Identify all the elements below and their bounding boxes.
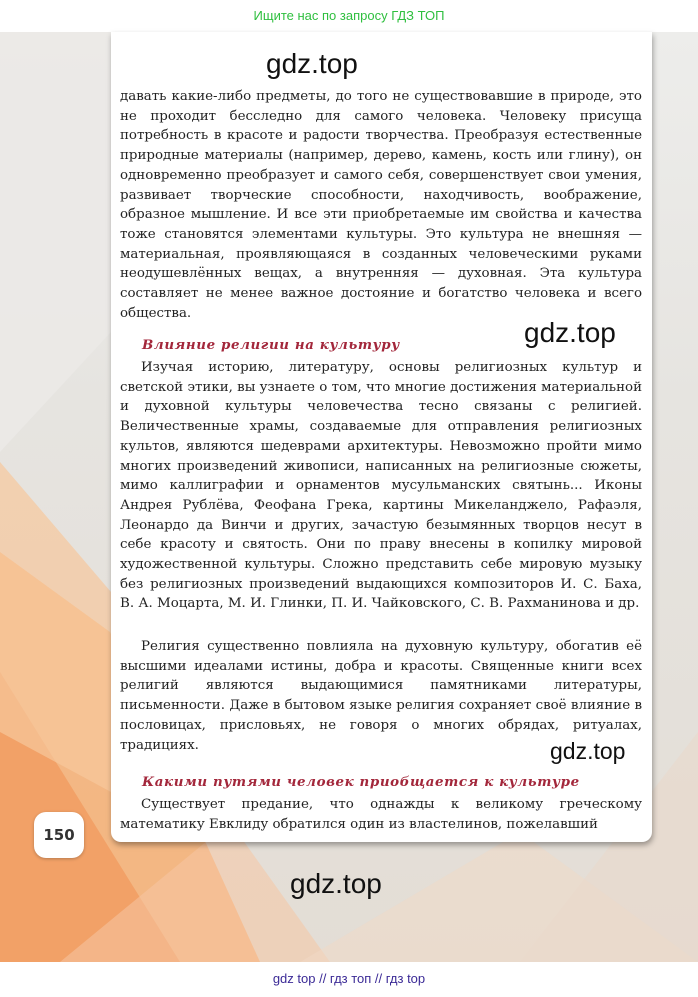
watermark-lower: gdz.top — [550, 738, 626, 764]
section-religion-body — [120, 358, 642, 614]
paragraph-continued — [120, 87, 642, 323]
watermark-bottom: gdz.top — [290, 868, 382, 899]
section-heading-religion: Влияние религии на культуру — [142, 337, 400, 353]
page-number-badge — [34, 812, 84, 858]
top-banner: Ищите нас по запросу ГДЗ ТОП — [0, 0, 698, 32]
paragraph-3: Религия существенно повлияла на духовную культуру, обогатив её высшими идеалами истины, добра и красоты. Священные книги всех религий являются выдающимися памятниками литературы, письменности. Даже в бытовом языке религия сохраняет своё влияние в пословицах, присловьях, не говоря о многих обрядах, ритуалах, традициях. — [120, 639, 642, 753]
watermark-middle: gdz.top — [524, 317, 616, 348]
paragraph-1: давать какие-либо предметы, до того не существовавшие в природе, это не проходит бесследно для самого человека. Человеку присуща потребность в красоте и радости творчества. Преобразуя естественные природные материалы (например, дерево, камень, кость или глину), он одновременно преобразует и самого себя, совершенствует свои умения, развивает творческие способности, находчивость, воображение, образное мышление. И все эти приобретаемые им свойства и качества тоже становятся элементами культуры. Это культура не внешняя — материальная, проявляющаяся в созданных человеческими руками неодушевлённых вещах, а внутренняя — духовная. Эта культура составляет не менее важное достояние и богатство человека и всего общества. — [120, 89, 642, 321]
watermark-top: gdz.top — [266, 48, 358, 79]
paragraph-2: Изучая историю, литературу, основы религиозных культур и светской этики, вы узнаете о том, что многие достижения материальной и духовной культуры человечества тесно связаны с религией. Величественные храмы, создаваемые для отправления религиозных культов, являются шедеврами архитектуры. Невозможно пройти мимо многих произведений живописи, написанных на религиозные сюжеты, мимо каллиграфии и орнаментов мусульманских святынь... Иконы Андрея Рублёва, Феофана Грека, картины Микеланджело, Рафаэля, Леонардо да Винчи и других, зачастую безымянных творцов несут в себе красоту и святость. Они по праву внесены в копилку мировой художественной культуры. Сложно представить себе мировую музыку без религиозных произведений выдающихся композиторов И. С. Баха, В. А. Моцарта, М. И. Глинки, П. И. Чайковского, С. В. Рахманинова и др. — [120, 360, 642, 612]
section-culture-paths-body — [120, 795, 642, 834]
footer-banner: gdz top // гдз топ // гдз top — [0, 962, 698, 997]
section-heading-culture-paths: Какими путями человек приобщается к культуре — [142, 774, 580, 790]
paragraph-4: Существует предание, что однажды к великому греческому математику Евклиду обратился один из властелинов, пожелавший — [120, 797, 642, 832]
page-number: 150 — [43, 826, 75, 844]
